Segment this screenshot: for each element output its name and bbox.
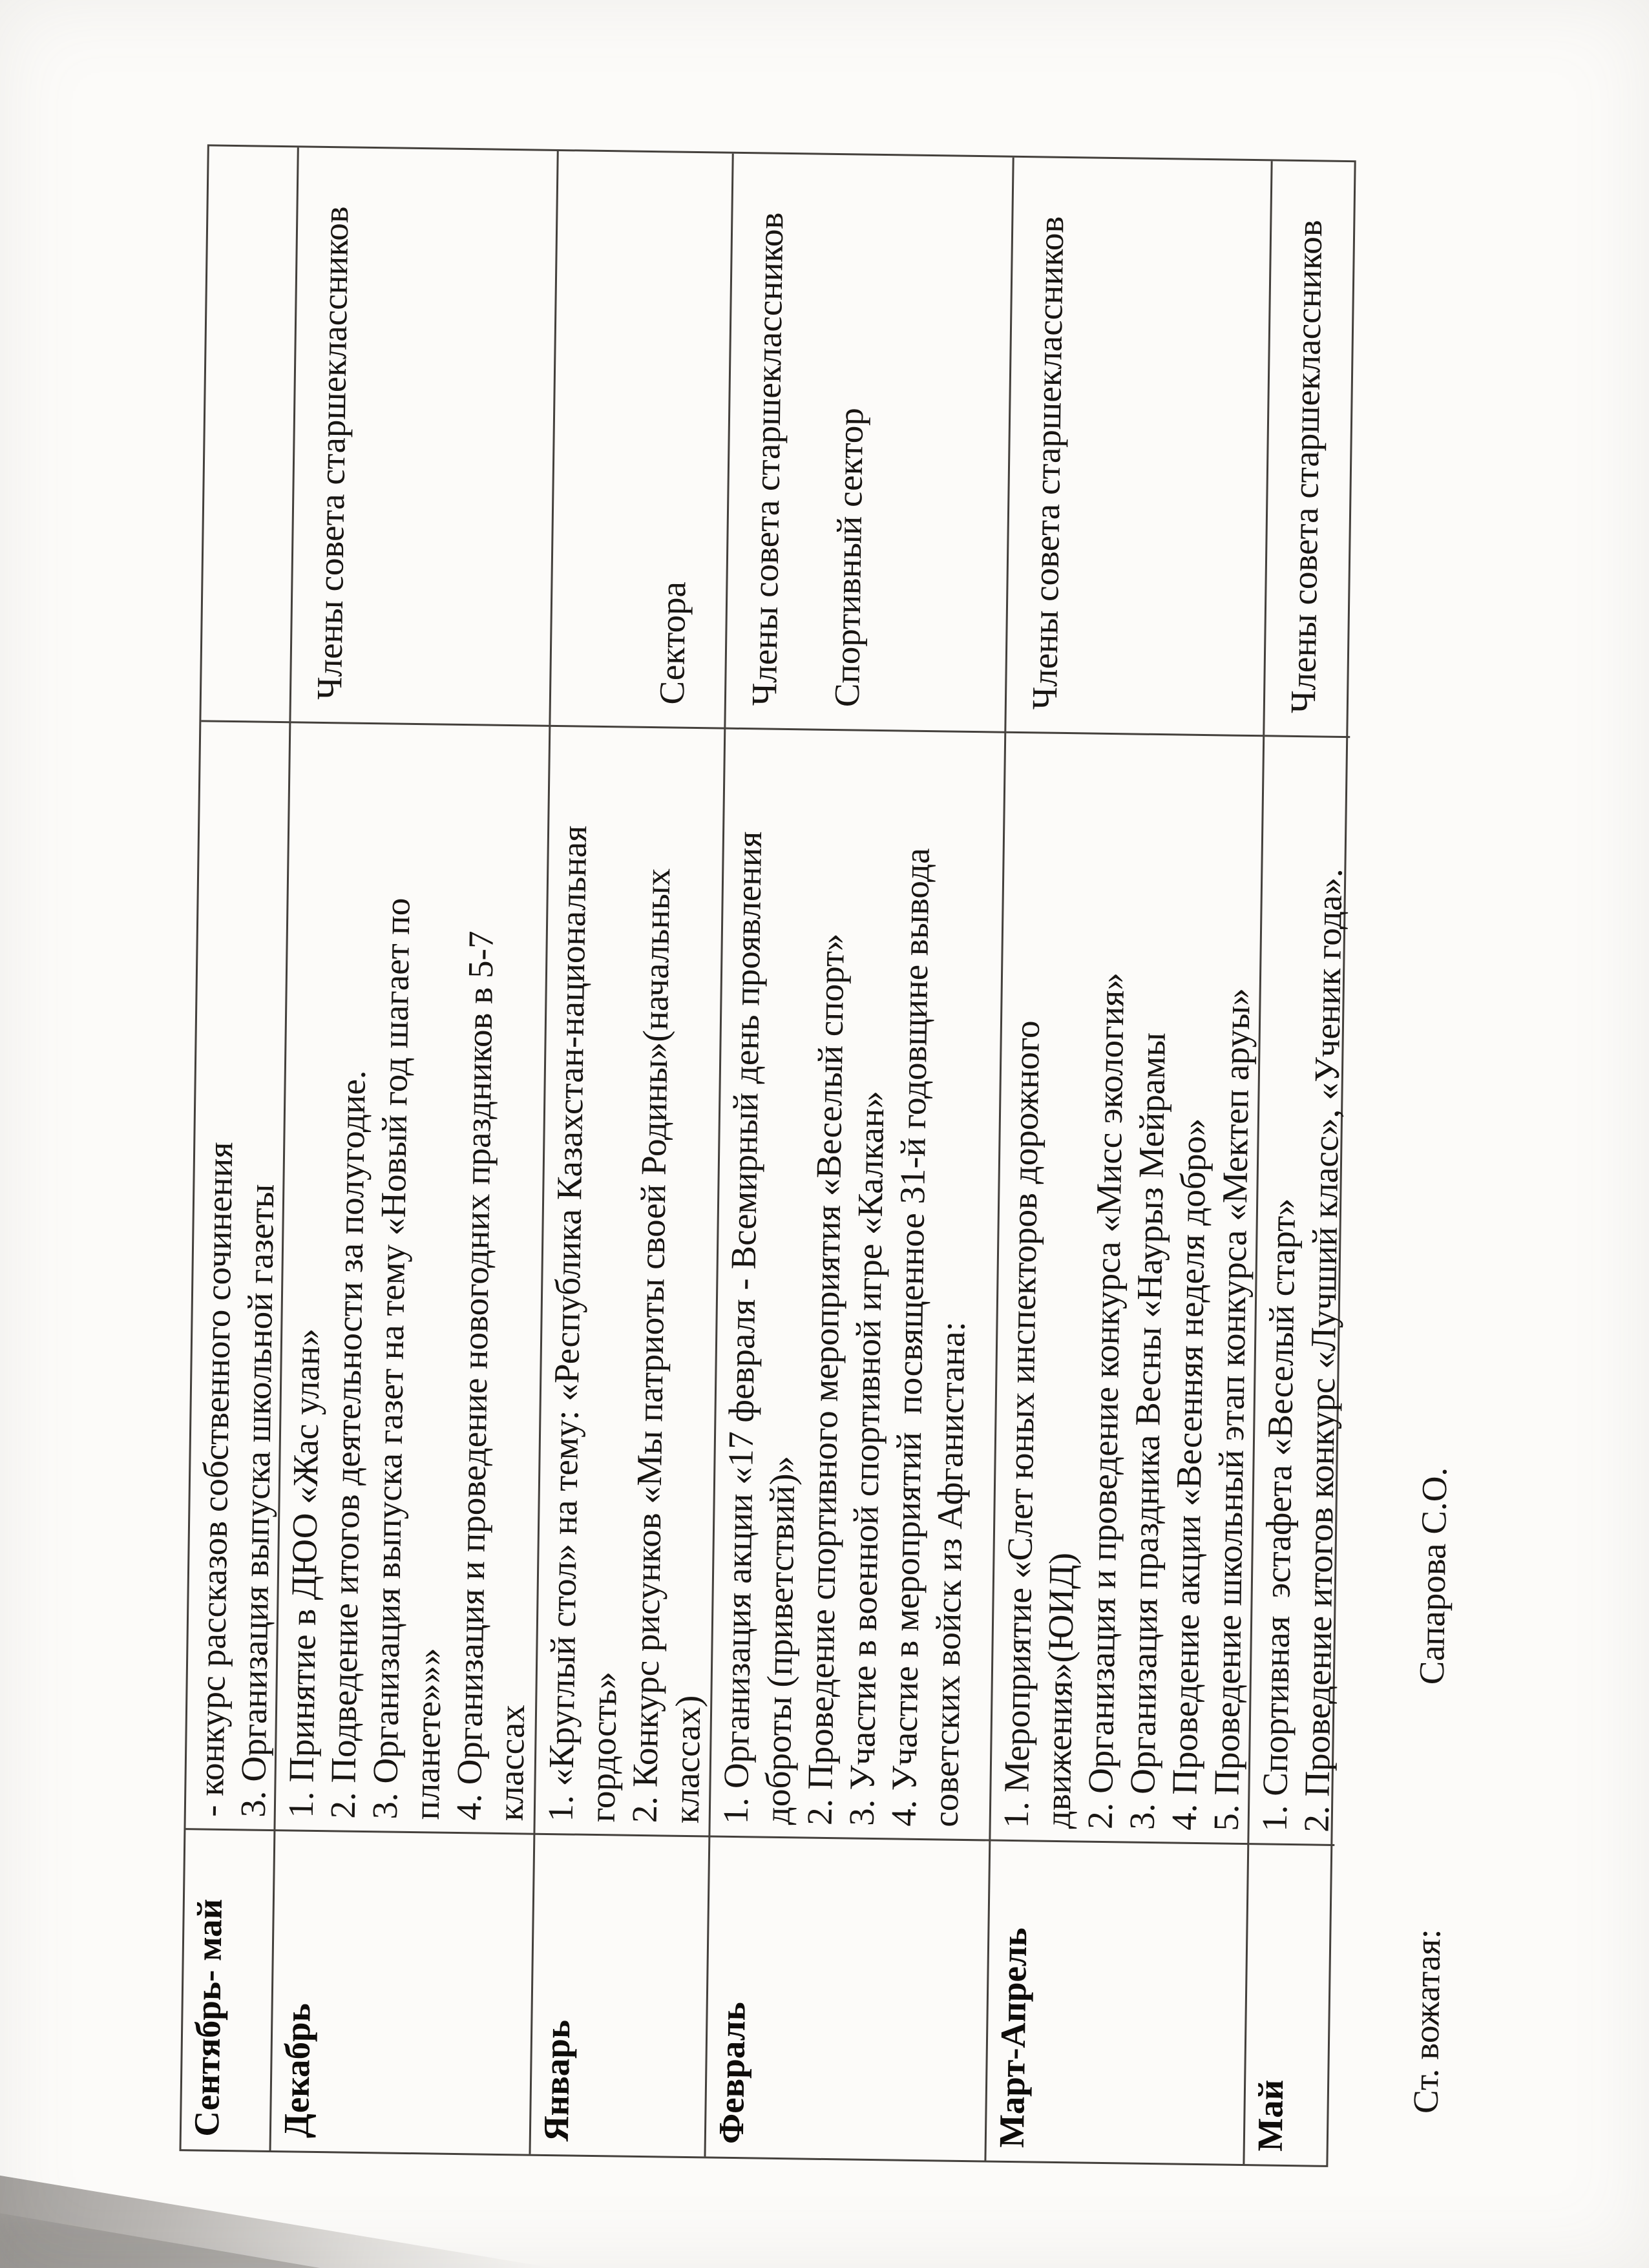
activity-plan-table bbox=[179, 144, 1356, 2167]
signature-name: Сапарова С.О. bbox=[1411, 1467, 1455, 1685]
activity-item: 1. Спортивная эстафета «Веселый старт» bbox=[1254, 1197, 1303, 1832]
responsible-item: Члены совета старшеклассников bbox=[744, 212, 791, 706]
activity-item: 4. Организация и проведение новогодних праздников в 5-7 классах bbox=[448, 930, 532, 1822]
activity-item: 3. Организация выпуска школьной газеты bbox=[233, 1184, 282, 1818]
responsible-cell bbox=[1265, 161, 1358, 736]
responsible-cell bbox=[1006, 158, 1272, 735]
activity-item: 4. Проведение акции «Весенняя неделя добро» bbox=[1164, 1118, 1213, 1831]
responsible-item: Сектора bbox=[651, 581, 693, 705]
activity-item: 3. Участие в военной спортивной игре «Калкан» bbox=[841, 1090, 892, 1827]
month-cell: Январь bbox=[530, 1833, 710, 2157]
activity-item: 2. Конкурс рисунков «Мы патриоты своей Родины»(начальных классах) bbox=[624, 868, 708, 1824]
responsible-cell bbox=[291, 147, 558, 725]
month-cell: Март-Апрель bbox=[986, 1840, 1249, 2165]
activity-item: 1. «Круглый стол» на тему: «Республика Казахстан-национальная гордость» bbox=[540, 825, 624, 1823]
responsible-item: Члены совета старшеклассников bbox=[1024, 216, 1071, 710]
activity-item: 1. Мероприятие «Слет юных инспекторов дорожного движения»(ЮИД) bbox=[996, 1020, 1082, 1829]
month-cell: Сентябрь- май bbox=[182, 1828, 276, 2150]
activity-item: 3. Организация выпуска газет на тему «Новый год шагает по планете»»» bbox=[364, 898, 449, 1820]
activities-cell bbox=[185, 720, 291, 1829]
responsible-item: Спортивный сектор bbox=[826, 407, 871, 708]
activities-cell bbox=[1249, 735, 1350, 1844]
activity-item: 5. Проведение школьный этап конкурса «Мектеп аруы» bbox=[1206, 987, 1257, 1832]
responsible-item: Члены совета старшеклассников bbox=[1283, 219, 1330, 714]
activity-item: 2. Проведение спортивного мероприятия «Веселый спорт» bbox=[799, 933, 852, 1826]
responsible-cell bbox=[201, 146, 299, 721]
month-cell: Февраль bbox=[706, 1835, 991, 2160]
signature-line bbox=[1405, 1467, 1456, 2114]
activity-item: 2. Организация и проведение конкурса «Мисс экология» bbox=[1080, 972, 1132, 1830]
activities-cell bbox=[991, 731, 1265, 1843]
activity-item: 2. Подведение итогов деятельности за полугодие. bbox=[322, 1069, 373, 1819]
signature-label: Ст. вожатая: bbox=[1405, 1928, 1448, 2114]
activity-item: 2. Проведение итогов конкурс «Лучший класс», «Ученик года». bbox=[1296, 868, 1350, 1833]
month-cell: Декабрь bbox=[271, 1829, 536, 2154]
responsible-cell bbox=[551, 151, 733, 728]
responsible-cell bbox=[726, 154, 1014, 731]
activity-item: 1. Принятие в ДЮО «Жас улан» bbox=[280, 1328, 328, 1819]
activity-item: - конкурс рассказов собственного сочинения bbox=[191, 1141, 240, 1818]
activities-cell bbox=[535, 725, 726, 1836]
month-cell: Май bbox=[1245, 1843, 1334, 2165]
responsible-item: Члены совета старшеклассников bbox=[309, 205, 356, 700]
activity-item: 3. Организация праздника Весны «Наурыз Мейрамы bbox=[1122, 1032, 1173, 1831]
activities-cell bbox=[710, 728, 1006, 1840]
activity-item: 1. Организация акции «17 февраля - Всемирный день проявления доброты (приветствий)» bbox=[715, 831, 803, 1825]
activity-item: 4. Участие в мероприятий посвященное 31-й годовщине вывода советских войск из Афганистана: bbox=[883, 847, 972, 1827]
activities-cell bbox=[275, 721, 551, 1832]
